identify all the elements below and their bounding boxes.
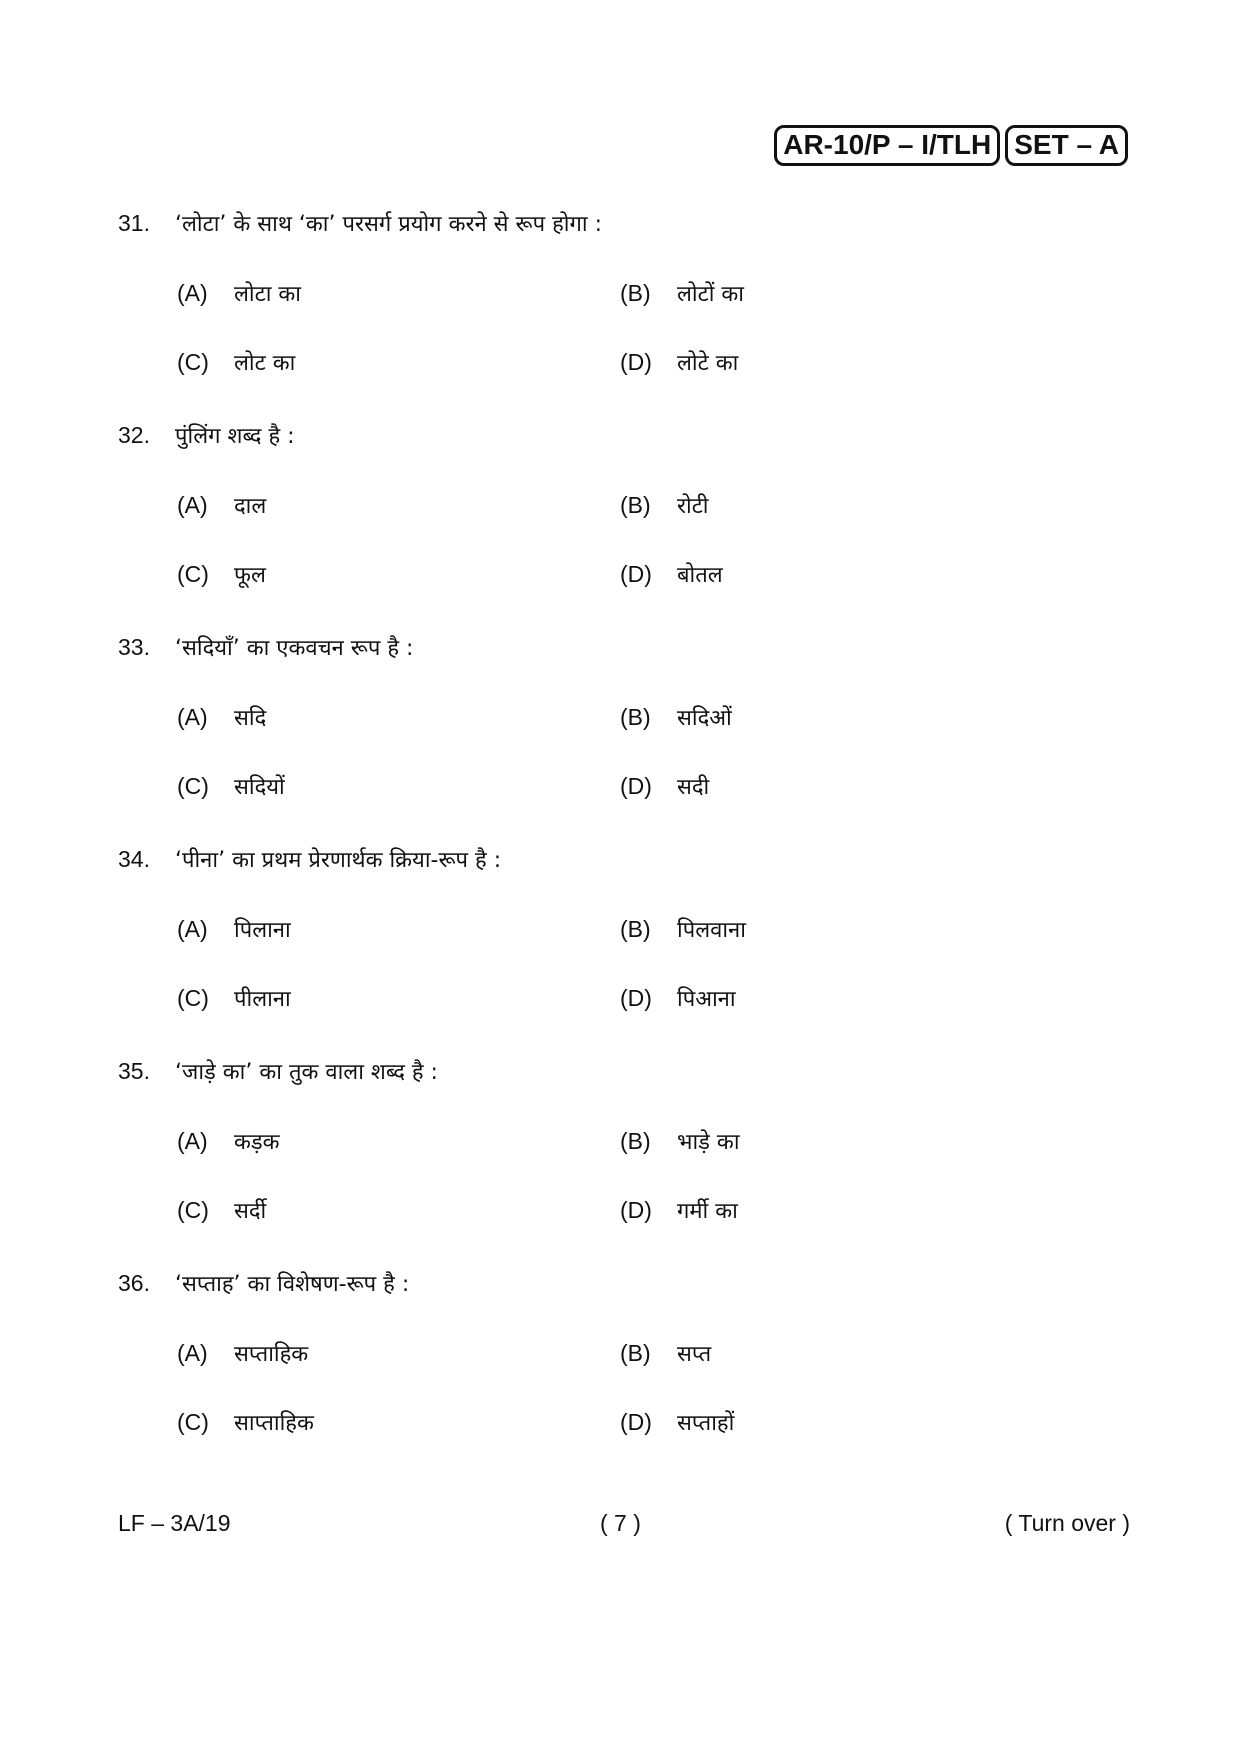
- option-label: (B): [620, 916, 651, 942]
- turn-over-note: ( Turn over ): [1004, 1510, 1130, 1536]
- option-row: [177, 1195, 1127, 1227]
- option-text: लोट का: [234, 351, 296, 376]
- footer-paper-code: LF – 3A/19: [118, 1510, 231, 1536]
- question-text: पुंलिंग शब्द है :: [175, 424, 295, 449]
- question-text: ‘सदियाँ’ का एकवचन रूप है :: [175, 636, 414, 661]
- option-c: [177, 1407, 314, 1437]
- option-row: [177, 559, 1127, 591]
- option-label: (D): [620, 985, 652, 1011]
- option-text: सदी: [677, 775, 710, 800]
- question-31: [118, 208, 1128, 420]
- question-34: [118, 844, 1128, 1056]
- page-number: ( 7 ): [600, 1510, 641, 1536]
- option-b: [620, 1338, 711, 1368]
- option-row: [177, 914, 1127, 946]
- option-label: (D): [620, 773, 652, 799]
- question-list: [118, 208, 1128, 1480]
- option-label: (D): [620, 1197, 652, 1223]
- question-stem: [118, 844, 1128, 876]
- option-text: दाल: [234, 494, 267, 519]
- question-35: [118, 1056, 1128, 1268]
- question-32: [118, 420, 1128, 632]
- header-codes: [774, 125, 1128, 166]
- option-text: लोटों का: [677, 282, 744, 307]
- option-d: [620, 559, 723, 589]
- option-text: लोटे का: [677, 351, 739, 376]
- question-text: ‘लोटा’ के साथ ‘का’ परसर्ग प्रयोग करने से रूप होगा :: [175, 212, 602, 237]
- question-text: ‘जाड़े का’ का तुक वाला शब्द है :: [175, 1060, 438, 1085]
- option-text: सदियों: [234, 775, 285, 800]
- question-number: 31.: [118, 210, 150, 236]
- option-text: सदिओं: [677, 706, 732, 731]
- option-c: [177, 1195, 266, 1225]
- option-d: [620, 983, 736, 1013]
- option-row: [177, 347, 1127, 379]
- option-a: [177, 490, 266, 520]
- option-a: [177, 1338, 308, 1368]
- option-text: पिलवाना: [677, 918, 746, 943]
- option-text: साप्ताहिक: [234, 1411, 314, 1436]
- option-row: [177, 1126, 1127, 1158]
- option-a: [177, 1126, 280, 1156]
- question-number: 34.: [118, 846, 150, 872]
- option-row: [177, 1407, 1127, 1439]
- option-text: सप्ताहिक: [234, 1342, 309, 1367]
- option-label: (B): [620, 1128, 651, 1154]
- option-label: (C): [177, 1197, 209, 1223]
- question-stem: [118, 420, 1128, 452]
- question-stem: [118, 208, 1128, 240]
- option-label: (C): [177, 1409, 209, 1435]
- option-text: फूल: [234, 563, 266, 588]
- option-label: (A): [177, 492, 208, 518]
- option-label: (A): [177, 1340, 208, 1366]
- option-text: रोटी: [677, 494, 709, 519]
- option-label: (A): [177, 280, 208, 306]
- option-c: [177, 347, 295, 377]
- option-text: पिआना: [677, 987, 736, 1012]
- option-d: [620, 1195, 738, 1225]
- option-label: (A): [177, 916, 208, 942]
- option-row: [177, 1338, 1127, 1370]
- question-36: [118, 1268, 1128, 1480]
- option-d: [620, 771, 709, 801]
- question-number: 36.: [118, 1270, 150, 1296]
- option-label: (D): [620, 561, 652, 587]
- option-text: पिलाना: [234, 918, 291, 943]
- option-text: सप्त: [677, 1342, 712, 1367]
- option-row: [177, 702, 1127, 734]
- option-b: [620, 914, 746, 944]
- option-text: बोतल: [677, 563, 723, 588]
- option-text: भाड़े का: [677, 1130, 740, 1155]
- option-label: (C): [177, 561, 209, 587]
- question-number: 32.: [118, 422, 150, 448]
- question-number: 35.: [118, 1058, 150, 1084]
- paper-code-box: AR-10/P – I/TLH: [774, 125, 1000, 166]
- option-c: [177, 983, 291, 1013]
- option-text: लोटा का: [234, 282, 301, 307]
- option-text: सप्ताहों: [677, 1411, 735, 1436]
- question-stem: [118, 632, 1128, 664]
- option-label: (B): [620, 492, 651, 518]
- option-label: (C): [177, 985, 209, 1011]
- option-row: [177, 490, 1127, 522]
- option-label: (D): [620, 349, 652, 375]
- option-c: [177, 771, 285, 801]
- question-text: ‘सप्ताह’ का विशेषण-रूप है :: [175, 1272, 410, 1297]
- option-b: [620, 490, 708, 520]
- option-text: पीलाना: [234, 987, 291, 1012]
- option-c: [177, 559, 266, 589]
- question-stem: [118, 1268, 1128, 1300]
- option-row: [177, 771, 1127, 803]
- option-b: [620, 278, 744, 308]
- page-footer: [118, 1510, 1130, 1542]
- option-a: [177, 914, 291, 944]
- option-d: [620, 1407, 734, 1437]
- option-label: (A): [177, 1128, 208, 1154]
- option-row: [177, 278, 1127, 310]
- question-text: ‘पीना’ का प्रथम प्रेरणार्थक क्रिया-रूप है :: [175, 848, 502, 873]
- option-label: (D): [620, 1409, 652, 1435]
- question-number: 33.: [118, 634, 150, 660]
- option-label: (B): [620, 280, 651, 306]
- question-stem: [118, 1056, 1128, 1088]
- option-text: सर्दी: [234, 1199, 267, 1224]
- set-code-box: SET – A: [1005, 125, 1128, 166]
- option-b: [620, 702, 732, 732]
- option-label: (C): [177, 349, 209, 375]
- option-a: [177, 702, 266, 732]
- option-b: [620, 1126, 740, 1156]
- option-label: (B): [620, 1340, 651, 1366]
- question-33: [118, 632, 1128, 844]
- option-row: [177, 983, 1127, 1015]
- option-label: (C): [177, 773, 209, 799]
- option-label: (A): [177, 704, 208, 730]
- option-text: कड़क: [234, 1130, 280, 1155]
- option-label: (B): [620, 704, 651, 730]
- option-text: सदि: [234, 706, 267, 731]
- option-d: [620, 347, 738, 377]
- option-a: [177, 278, 301, 308]
- option-text: गर्मी का: [677, 1199, 738, 1224]
